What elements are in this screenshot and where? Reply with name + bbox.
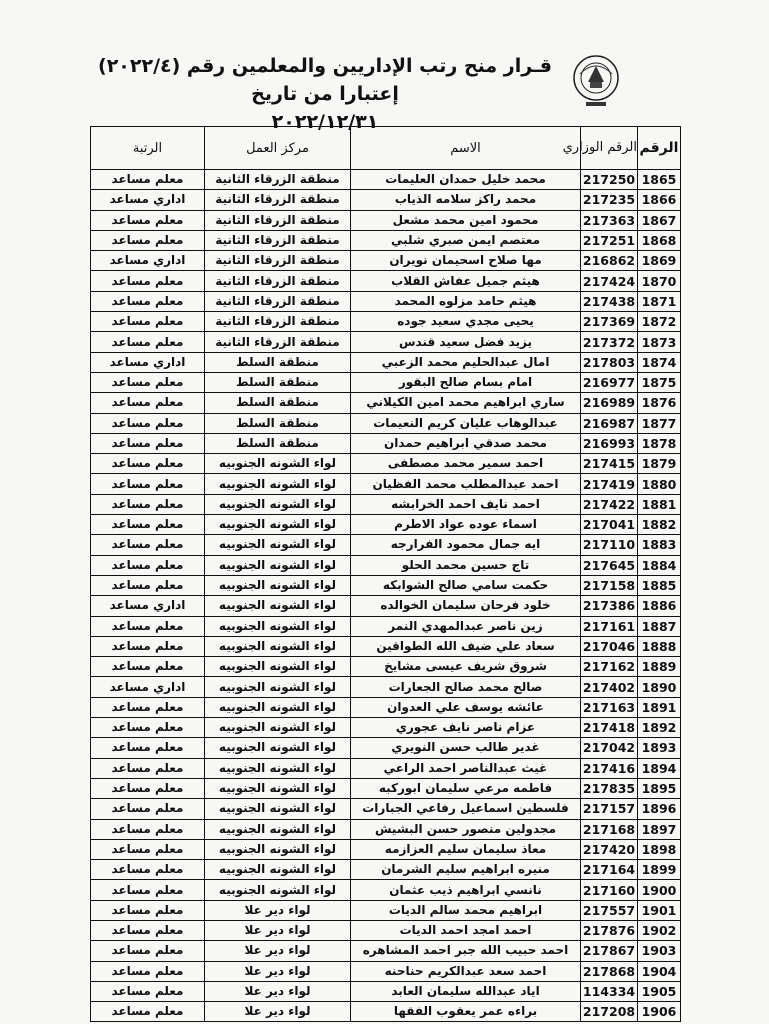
employee-name: امال عبدالحليم محمد الزعبي (351, 352, 581, 372)
employee-name: احمد حبيب الله جبر احمد المشاهره (351, 941, 581, 961)
rank: معلم مساعد (91, 799, 205, 819)
row-number: 1892 (638, 718, 681, 738)
ministerial-number: 217867 (581, 941, 638, 961)
row-number: 1903 (638, 941, 681, 961)
row-number: 1905 (638, 981, 681, 1001)
rank: معلم مساعد (91, 575, 205, 595)
row-number: 1873 (638, 332, 681, 352)
rank: اداري مساعد (91, 596, 205, 616)
table-row (91, 657, 681, 677)
ministerial-number: 217164 (581, 860, 638, 880)
work-center: لواء دير علا (205, 920, 351, 940)
row-number: 1868 (638, 230, 681, 250)
ministerial-number: 217415 (581, 454, 638, 474)
ministerial-number: 217251 (581, 230, 638, 250)
row-number: 1902 (638, 920, 681, 940)
work-center: منطقة السلط (205, 393, 351, 413)
employee-name: ايه جمال محمود الفرارجه (351, 535, 581, 555)
row-number: 1889 (638, 657, 681, 677)
employee-name: هيثم جميل عفاش القلاب (351, 271, 581, 291)
table-row (91, 312, 681, 332)
row-number: 1871 (638, 291, 681, 311)
row-number: 1869 (638, 251, 681, 271)
row-number: 1890 (638, 677, 681, 697)
ministerial-number: 217438 (581, 291, 638, 311)
table-row (91, 372, 681, 392)
row-number: 1896 (638, 799, 681, 819)
rank: معلم مساعد (91, 230, 205, 250)
ministerial-number: 217110 (581, 535, 638, 555)
table-row (91, 677, 681, 697)
ministerial-number: 217042 (581, 738, 638, 758)
rank: معلم مساعد (91, 494, 205, 514)
ministerial-number: 217163 (581, 697, 638, 717)
employee-name: ساري ابراهيم محمد امين الكيلاني (351, 393, 581, 413)
employee-name: عزام ناصر نايف عجوري (351, 718, 581, 738)
work-center: لواء الشونه الجنوبيه (205, 515, 351, 535)
employee-name: صالح محمد صالح الجعارات (351, 677, 581, 697)
work-center: لواء الشونه الجنوبيه (205, 555, 351, 575)
ministerial-number: 217161 (581, 616, 638, 636)
rank: معلم مساعد (91, 271, 205, 291)
row-number: 1872 (638, 312, 681, 332)
row-number: 1867 (638, 210, 681, 230)
rank: اداري مساعد (91, 677, 205, 697)
table-row (91, 961, 681, 981)
table-row (91, 535, 681, 555)
work-center: لواء الشونه الجنوبيه (205, 738, 351, 758)
ministerial-number: 217372 (581, 332, 638, 352)
employee-name: عائشه يوسف علي العدوان (351, 697, 581, 717)
table-row (91, 839, 681, 859)
ministerial-number: 114334 (581, 981, 638, 1001)
rank: معلم مساعد (91, 961, 205, 981)
row-number: 1881 (638, 494, 681, 514)
work-center: لواء دير علا (205, 941, 351, 961)
rank: معلم مساعد (91, 535, 205, 555)
ministerial-number: 217162 (581, 657, 638, 677)
ministerial-number: 216989 (581, 393, 638, 413)
row-number: 1886 (638, 596, 681, 616)
ministerial-number: 217416 (581, 758, 638, 778)
row-number: 1888 (638, 636, 681, 656)
work-center: منطقة الزرقاء الثانية (205, 271, 351, 291)
rank: اداري مساعد (91, 251, 205, 271)
rank: معلم مساعد (91, 738, 205, 758)
employee-name: احمد سمير محمد مصطفى (351, 454, 581, 474)
row-number: 1876 (638, 393, 681, 413)
work-center: لواء الشونه الجنوبيه (205, 636, 351, 656)
table-row (91, 636, 681, 656)
table-row (91, 758, 681, 778)
work-center: لواء دير علا (205, 981, 351, 1001)
employee-name: نانسي ابراهيم ذيب عثمان (351, 880, 581, 900)
ministerial-number: 217557 (581, 900, 638, 920)
employee-name: حكمت سامي صالح الشوابكه (351, 575, 581, 595)
row-number: 1900 (638, 880, 681, 900)
header-ministerial-number: الرقم الوزاري (581, 127, 638, 170)
employee-name: غيث عبدالناصر احمد الراعي (351, 758, 581, 778)
work-center: لواء الشونه الجنوبيه (205, 616, 351, 636)
rank: معلم مساعد (91, 697, 205, 717)
rank: اداري مساعد (91, 190, 205, 210)
employee-name: احمد سعد عبدالكريم حناحنه (351, 961, 581, 981)
work-center: منطقة الزرقاء الثانية (205, 251, 351, 271)
ministerial-number: 217369 (581, 312, 638, 332)
employee-name: سعاد علي ضيف الله الطواقين (351, 636, 581, 656)
table-body (91, 170, 681, 1022)
rank: معلم مساعد (91, 291, 205, 311)
row-number: 1887 (638, 616, 681, 636)
ministerial-number: 216862 (581, 251, 638, 271)
table-row (91, 778, 681, 798)
employee-name: اياد عبدالله سليمان العابد (351, 981, 581, 1001)
rank: معلم مساعد (91, 372, 205, 392)
table-row (91, 920, 681, 940)
ministerial-number: 217645 (581, 555, 638, 575)
row-number: 1880 (638, 474, 681, 494)
ministerial-number: 217158 (581, 575, 638, 595)
employee-name: امام بسام صالح البقور (351, 372, 581, 392)
work-center: لواء الشونه الجنوبيه (205, 718, 351, 738)
header-rank: الرتبة (91, 127, 205, 170)
table-row (91, 393, 681, 413)
work-center: منطقة الزرقاء الثانية (205, 190, 351, 210)
employee-name: شروق شريف عيسى مشايخ (351, 657, 581, 677)
row-number: 1875 (638, 372, 681, 392)
work-center: منطقة الزرقاء الثانية (205, 170, 351, 190)
row-number: 1899 (638, 860, 681, 880)
work-center: لواء الشونه الجنوبيه (205, 575, 351, 595)
employee-name: عبدالوهاب عليان كريم النعيمات (351, 413, 581, 433)
table-row (91, 860, 681, 880)
row-number: 1879 (638, 454, 681, 474)
row-number: 1901 (638, 900, 681, 920)
table-header-row (91, 127, 681, 170)
rank: معلم مساعد (91, 332, 205, 352)
document-header (0, 40, 769, 133)
table-row (91, 738, 681, 758)
document-title (80, 52, 570, 136)
ministerial-number: 216977 (581, 372, 638, 392)
employee-name: احمد عبدالمطلب محمد الفظيان (351, 474, 581, 494)
row-number: 1898 (638, 839, 681, 859)
work-center: لواء الشونه الجنوبيه (205, 758, 351, 778)
table-row (91, 494, 681, 514)
work-center: لواء الشونه الجنوبيه (205, 839, 351, 859)
table-row (91, 981, 681, 1001)
work-center: لواء الشونه الجنوبيه (205, 697, 351, 717)
work-center: لواء الشونه الجنوبيه (205, 535, 351, 555)
rank: معلم مساعد (91, 170, 205, 190)
employee-name: محمد راكز سلامه الذياب (351, 190, 581, 210)
table-row (91, 170, 681, 190)
table-row (91, 819, 681, 839)
ministerial-number: 217041 (581, 515, 638, 535)
employee-name: فاطمه مرعي سليمان ابوركبه (351, 778, 581, 798)
employee-name: يحيى مجدي سعيد جوده (351, 312, 581, 332)
rank: معلم مساعد (91, 900, 205, 920)
row-number: 1878 (638, 433, 681, 453)
rank: معلم مساعد (91, 393, 205, 413)
ministerial-number: 217160 (581, 880, 638, 900)
ministerial-number: 217386 (581, 596, 638, 616)
ministerial-number: 216987 (581, 413, 638, 433)
table-row (91, 291, 681, 311)
rank: معلم مساعد (91, 981, 205, 1001)
row-number: 1891 (638, 697, 681, 717)
employee-name: مها صلاح اسحيمان نويران (351, 251, 581, 271)
ministerial-number: 217424 (581, 271, 638, 291)
employee-name: معاذ سليمان سليم العزازمه (351, 839, 581, 859)
row-number: 1893 (638, 738, 681, 758)
work-center: لواء الشونه الجنوبيه (205, 677, 351, 697)
row-number: 1866 (638, 190, 681, 210)
work-center: لواء الشونه الجنوبيه (205, 778, 351, 798)
table-row (91, 1002, 681, 1022)
table-row (91, 555, 681, 575)
rank: معلم مساعد (91, 454, 205, 474)
rank: معلم مساعد (91, 718, 205, 738)
table-row (91, 596, 681, 616)
row-number: 1877 (638, 413, 681, 433)
table-row (91, 210, 681, 230)
row-number: 1894 (638, 758, 681, 778)
table-row (91, 799, 681, 819)
row-number: 1906 (638, 1002, 681, 1022)
title-line-1: قـرار منح رتب الإداريين والمعلمين رقم (٢٠٢٢/٤) إعتبارا من تاريخ (98, 55, 552, 105)
employee-name: براءه عمر يعقوب الفقها (351, 1002, 581, 1022)
employee-name: منيره ابراهيم سليم الشرمان (351, 860, 581, 880)
row-number: 1884 (638, 555, 681, 575)
rank: معلم مساعد (91, 433, 205, 453)
employee-name: غدير طالب حسن النويري (351, 738, 581, 758)
employee-name: زين ناصر عبدالمهدي النمر (351, 616, 581, 636)
ministerial-number: 216993 (581, 433, 638, 453)
employee-name: ابراهيم محمد سالم الديات (351, 900, 581, 920)
employee-name: احمد نايف احمد الخرابشه (351, 494, 581, 514)
ministerial-number: 217422 (581, 494, 638, 514)
ministerial-number: 217876 (581, 920, 638, 940)
row-number: 1885 (638, 575, 681, 595)
table-row (91, 230, 681, 250)
ministerial-number: 217418 (581, 718, 638, 738)
row-number: 1882 (638, 515, 681, 535)
table-row (91, 433, 681, 453)
table-row (91, 352, 681, 372)
work-center: لواء الشونه الجنوبيه (205, 819, 351, 839)
work-center: لواء الشونه الجنوبيه (205, 657, 351, 677)
employee-name: محمد خليل حمدان العليمات (351, 170, 581, 190)
table-row (91, 474, 681, 494)
rank: معلم مساعد (91, 413, 205, 433)
rank: معلم مساعد (91, 758, 205, 778)
rank: معلم مساعد (91, 616, 205, 636)
rank: معلم مساعد (91, 941, 205, 961)
rank: معلم مساعد (91, 474, 205, 494)
work-center: لواء الشونه الجنوبيه (205, 596, 351, 616)
work-center: لواء دير علا (205, 961, 351, 981)
header-number: الرقم (638, 127, 681, 170)
table-row (91, 880, 681, 900)
rank: معلم مساعد (91, 312, 205, 332)
work-center: منطقة الزرقاء الثانية (205, 210, 351, 230)
employee-name: خلود فرحان سليمان الخوالده (351, 596, 581, 616)
rank: معلم مساعد (91, 555, 205, 575)
ministerial-number: 217363 (581, 210, 638, 230)
row-number: 1897 (638, 819, 681, 839)
ministerial-number: 217402 (581, 677, 638, 697)
rank: معلم مساعد (91, 657, 205, 677)
rank: اداري مساعد (91, 352, 205, 372)
work-center: منطقة الزرقاء الثانية (205, 332, 351, 352)
work-center: منطقة السلط (205, 413, 351, 433)
table-row (91, 718, 681, 738)
rank: معلم مساعد (91, 839, 205, 859)
work-center: لواء الشونه الجنوبيه (205, 494, 351, 514)
row-number: 1895 (638, 778, 681, 798)
ministerial-number: 217208 (581, 1002, 638, 1022)
employee-name: معتصم ايمن صبري شلبي (351, 230, 581, 250)
ministerial-number: 217420 (581, 839, 638, 859)
row-number: 1904 (638, 961, 681, 981)
employee-name: فلسطين اسماعيل رفاعي الجبارات (351, 799, 581, 819)
row-number: 1870 (638, 271, 681, 291)
work-center: منطقة الزرقاء الثانية (205, 230, 351, 250)
work-center: منطقة السلط (205, 372, 351, 392)
work-center: لواء دير علا (205, 1002, 351, 1022)
header-name: الاسم (351, 127, 581, 170)
work-center: منطقة السلط (205, 433, 351, 453)
work-center: لواء الشونه الجنوبيه (205, 880, 351, 900)
ranks-table (90, 126, 681, 1022)
table-row (91, 616, 681, 636)
employee-name: يزيد فضل سعيد قندس (351, 332, 581, 352)
table-row (91, 941, 681, 961)
table-row (91, 332, 681, 352)
rank: معلم مساعد (91, 778, 205, 798)
rank: معلم مساعد (91, 1002, 205, 1022)
rank: معلم مساعد (91, 210, 205, 230)
ministerial-number: 217868 (581, 961, 638, 981)
header-work-center: مركز العمل (205, 127, 351, 170)
rank: معلم مساعد (91, 920, 205, 940)
ministerial-number: 217250 (581, 170, 638, 190)
employee-name: اسماء عوده عواد الاطرم (351, 515, 581, 535)
work-center: منطقة السلط (205, 352, 351, 372)
ministry-emblem-logo (572, 52, 620, 110)
ministerial-number: 217419 (581, 474, 638, 494)
ministerial-number: 217235 (581, 190, 638, 210)
ministerial-number: 217835 (581, 778, 638, 798)
ministerial-number: 217803 (581, 352, 638, 372)
work-center: لواء الشونه الجنوبيه (205, 860, 351, 880)
table-row (91, 697, 681, 717)
title-date: ٢٠٢٢/١٢/٣١ (271, 111, 379, 133)
employee-name: احمد امجد احمد الديات (351, 920, 581, 940)
ministerial-number: 217046 (581, 636, 638, 656)
employee-name: مجدولين منصور حسن البشيش (351, 819, 581, 839)
table-row (91, 454, 681, 474)
row-number: 1865 (638, 170, 681, 190)
work-center: لواء الشونه الجنوبيه (205, 454, 351, 474)
table-row (91, 575, 681, 595)
employee-name: محمد صدقي ابراهيم حمدان (351, 433, 581, 453)
employee-name: تاج حسين محمد الحلو (351, 555, 581, 575)
ministerial-number: 217157 (581, 799, 638, 819)
row-number: 1883 (638, 535, 681, 555)
table-row (91, 271, 681, 291)
rank: معلم مساعد (91, 880, 205, 900)
row-number: 1874 (638, 352, 681, 372)
work-center: لواء دير علا (205, 900, 351, 920)
table-row (91, 900, 681, 920)
rank: معلم مساعد (91, 636, 205, 656)
employee-name: هيثم حامد مزلوه المحمد (351, 291, 581, 311)
employee-name: محمود امين محمد مشعل (351, 210, 581, 230)
work-center: منطقة الزرقاء الثانية (205, 291, 351, 311)
ministerial-number: 217168 (581, 819, 638, 839)
rank: معلم مساعد (91, 860, 205, 880)
work-center: لواء الشونه الجنوبيه (205, 799, 351, 819)
table-row (91, 515, 681, 535)
rank: معلم مساعد (91, 515, 205, 535)
work-center: منطقة الزرقاء الثانية (205, 312, 351, 332)
work-center: لواء الشونه الجنوبيه (205, 474, 351, 494)
table-row (91, 251, 681, 271)
table-row (91, 413, 681, 433)
rank: معلم مساعد (91, 819, 205, 839)
table-row (91, 190, 681, 210)
